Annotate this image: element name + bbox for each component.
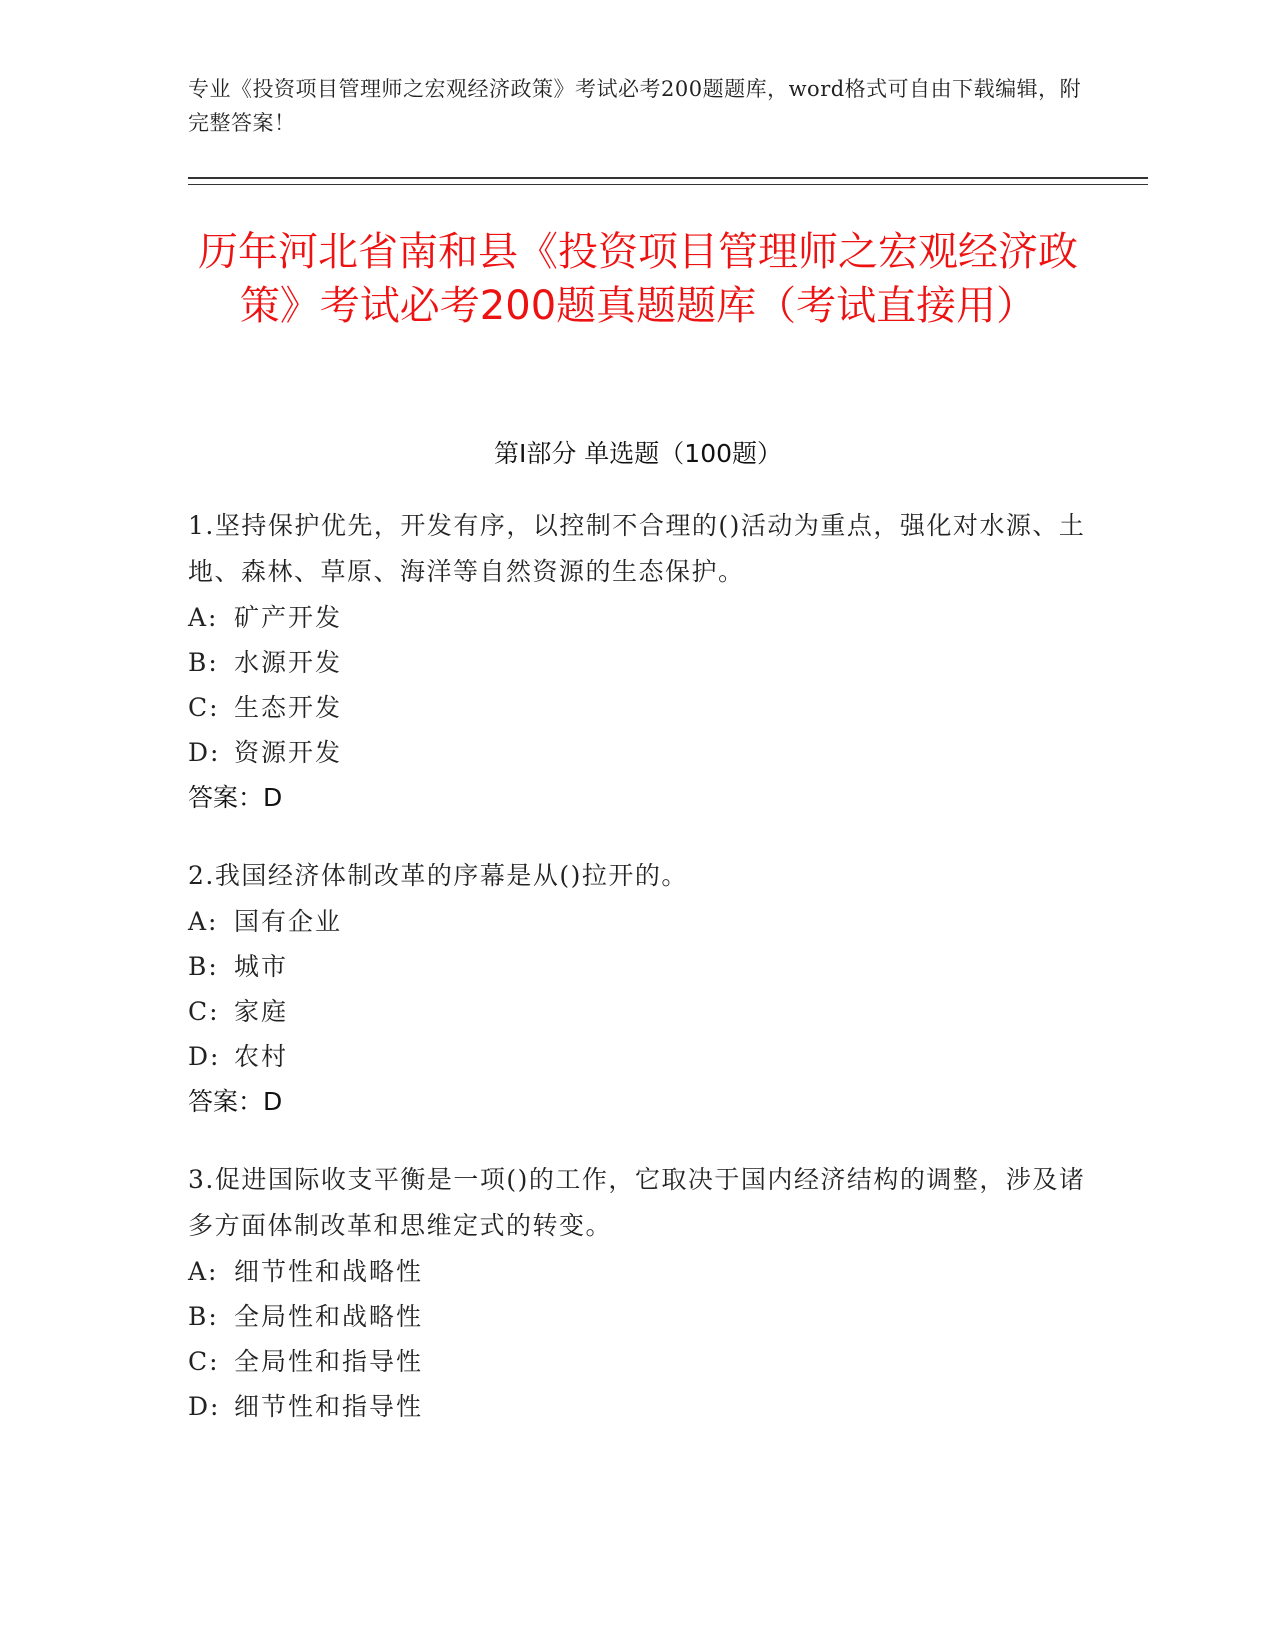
option-c [188,989,1088,1034]
option-b [188,1294,1088,1339]
option-key: B: [188,1302,219,1331]
option-d [188,1034,1088,1079]
option-c [188,685,1088,730]
option-key: B: [188,952,219,981]
question-stem: 2.我国经济体制改革的序幕是从()拉开的。 [188,861,688,890]
option-text: 细节性和指导性 [234,1392,424,1421]
option-key: D: [188,738,221,767]
option-d [188,1384,1088,1429]
question-2 [188,853,1088,1124]
option-text: 细节性和战略性 [234,1257,424,1286]
option-key: B: [188,648,219,677]
option-key: C: [188,997,220,1026]
option-key: A: [188,603,219,632]
option-a [188,595,1088,640]
option-b [188,640,1088,685]
answer: 答案：D [188,1087,283,1116]
option-key: D: [188,1042,221,1071]
option-key: A: [188,907,219,936]
option-d [188,730,1088,775]
option-text: 农村 [234,1042,289,1071]
option-a [188,899,1088,944]
option-b [188,944,1088,989]
header-divider-thin [188,184,1148,185]
option-key: A: [188,1257,219,1286]
section-title: 第I部分 单选题（100题） [493,439,783,468]
option-text: 水源开发 [234,648,343,677]
option-text: 全局性和战略性 [234,1302,424,1331]
option-key: C: [188,1347,220,1376]
answer: 答案：D [188,783,283,812]
question-stem: 3.促进国际收支平衡是一项()的工作，它取决于国内经济结构的调整，涉及诸多方面体制改革和思维定式的转变。 [188,1165,1086,1240]
header-note: 专业《投资项目管理师之宏观经济政策》考试必考200题题库，word格式可自由下载编辑，附完整答案！ [188,77,1082,135]
option-key: D: [188,1392,221,1421]
option-text: 矿产开发 [234,603,343,632]
option-key: C: [188,693,220,722]
option-text: 全局性和指导性 [234,1347,424,1376]
question-1 [188,503,1088,820]
document-title: 历年河北省南和县《投资项目管理师之宏观经济政策》考试必考200题真题题库（考试直接用） [198,229,1078,329]
option-text: 城市 [234,952,289,981]
header-divider-thick [188,177,1148,179]
option-text: 家庭 [234,997,289,1026]
question-3 [188,1157,1088,1429]
option-a [188,1249,1088,1294]
option-c [188,1339,1088,1384]
option-text: 资源开发 [234,738,343,767]
question-stem: 1.坚持保护优先，开发有序，以控制不合理的()活动为重点，强化对水源、土地、森林、草原、海洋等自然资源的生态保护。 [188,511,1086,586]
option-text: 国有企业 [234,907,343,936]
option-text: 生态开发 [234,693,343,722]
